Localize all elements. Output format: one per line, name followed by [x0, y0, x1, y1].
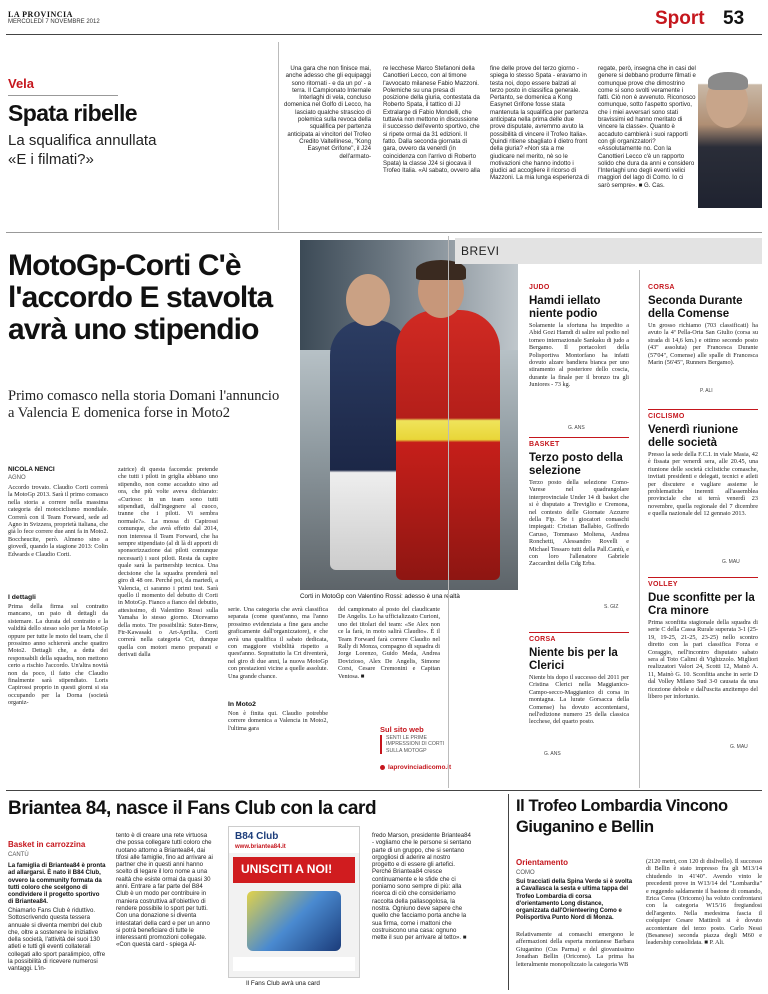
- brevi-0-sign: G. ANS: [568, 425, 585, 431]
- orienteering-place: COMO: [516, 870, 535, 876]
- website-link[interactable]: laprovinciadicomo.it: [388, 763, 452, 771]
- brevi-header-bar: [455, 238, 762, 264]
- b84-card-picture: [247, 891, 341, 951]
- vela-col4: regate, però, insegna che in casi del genere si debbano produrre filmati e comunque prove che dimostrino come si sono svolti veramente i fatti. Ciò non è avvenuto. Riconosco comunque, sotto l'aspetto sportivo, che i miei avversari sono stati bravissimi ed hanno meritato di vincere la classe». Quanto è accaduto cambierà i suoi rapporti con gli organizzatori? «Assolutamente no. Con la Canottieri Lecco c'è un rapporto solido che dura da anni e considero l'Interlaghi uno degli eventi velici maggiori del lago di Como. Io ci sarò sempre». ■ G. Cas.: [598, 65, 696, 189]
- b84-card-url: www.briantea84.it: [235, 844, 286, 850]
- brevi-1-kicker: BASKET: [529, 441, 560, 448]
- brevi-5-title: Due sconfitte per la Cra minore: [648, 592, 755, 617]
- motogp-subhead-details: I dettagli: [8, 594, 36, 601]
- vela-sailor-photo: [698, 56, 762, 208]
- b84-card-caption: Il Fans Club avrà una card: [246, 980, 320, 987]
- brevi-0-text: Solamente la sfortuna ha impedito a Abid Gozi Hamdi di salire sul podio nel torneo internazionale Sankaku di judo a Bergamo. Il portacolori della Polisportiva Montorfano ha infatti dovuto alzare bandiera bianca per uno stiramento al posteriore dello coscia, durante la finale per il bronzo tra gli Juniores - 73 kg.: [529, 322, 629, 389]
- motogp-subtitle: Primo comasco nella storia Domani l'annuncio a Valencia E domenica forse in Moto2: [8, 388, 280, 421]
- vela-subtitle: La squalifica annullata «E i filmati?»: [8, 132, 157, 168]
- brianteo-col2: tento è di creare una rete virtuosa che possa collegare tutti coloro che ruotano attorno a Briantea84, dai tifosi alle famiglie, fino ad arrivare ai partner che in questi anni hanno scelto di legare il loro nome a una realtà che esiste ormai da quasi 30 anni. Entrare a far parte del B84 Club è un modo per contribuire in maniera costruttiva all'obiettivo di rendere possibile lo sport per tutti. Con una donazione si diventa intestatari della card e per un anno si potrà beneficiare di tutte le interessanti promozioni collegate. «Con questa card - spiega Al-: [116, 832, 213, 949]
- brevi-1-title: Terzo posto della selezione: [529, 452, 623, 477]
- motogp-col1b: Prima della firma sul contratto mancano, un paio di dettagli da sistemare. La durata del contratto e la validità dello stesso solo per la MotoGp oppure per tutte le moto del team, che il prossimo anno schiererà anche quattro Moto2. Dettagli che, a detta dei responsabili della squadra, non mettono certo a rischio l'accordo. Un'altra novità non da poco, il fatto che Claudio finalmente sarà stipendiato. Loris Capirossi proprio in questi giorni si sta occupando per la Dorna (società organiz-: [8, 603, 108, 707]
- brianteo-col3: fredo Marson, presidente Briantea84 - vogliamo che le persone si sentano parte di un gruppo, che si sentano orgogliosi di aderire al nostro progetto e di essere gli artefici. Perché Briantea84 cresce continuamente e le sfide che ci poniamo sono sempre di più: alla ricerca di ciò che consideriamo raccolta della pallasogolosa, la nostra. Ogniuno deve sapere che quello che facciamo porta anche la sua firma, come i mattoni che costruiscono una casa: ognuno mette il suo per arrivare al tetto». ■: [372, 832, 472, 942]
- motogp-col4: del campionato al posto del claudicante De Angelis. Lo ha ufficializzato Curioni, uno dei titolari del team: «Se Alex non ce la farà, in moto salirà Claudio». È il Team Forward farà correre Claudio nel Rally di Monza, compagno di squadra di Jorge Lorenzo, Guido Meda, Andrea Dovizioso, Alex De Angelis, Simone Corsi, Cesare Cremonini e Capitan Ventosa. ■: [338, 606, 440, 680]
- brevi-2-text: Niente bis dopo il successo del 2011 per Cristina Clerici nella Maggianico-Campo-secco-Maggianico di corsa in montagna. La lurate Gorsacca della Comense) ha dovuto accontentarsi, nell'edizione numero 25 della classica lecchese, del quarto posto.: [529, 674, 629, 726]
- motogp-title: MotoGp-Corti C'è l'accordo E stavolta avrà uno stipendio: [8, 249, 273, 346]
- brianteo-title: Briantea 84, nasce il Fans Club con la card: [8, 798, 377, 819]
- sailor-hair: [708, 72, 748, 90]
- motogp-subhead-moto2: In Moto2: [228, 701, 256, 708]
- brevi-3-kicker: CORSA: [648, 284, 675, 291]
- website-dot-icon: [380, 765, 385, 770]
- brevi-5-text: Prima sconfitta stagionale della squadra di serie C della Cassa Rurale superata 3-1 (25-19, 19-25, 21-25, 23-25) nello scontro diretto con la pari classifica Forza e Coraggio, nell'incontro disputato sabato sera al Toto Calimi di Vighizzolo. Migliori realizzatori Valori 24, Scotti 12, Mainò A. 11, Mainò G. 10. Sconfitta anche in serie D dal Volley Milano Sud 3-0 causata da una ricezione debole e dall'uscita anzitempo del libero per infortunio.: [648, 619, 758, 701]
- brevi-header: BREVI: [461, 244, 500, 258]
- motogp-place: AGNO: [8, 475, 26, 481]
- brevi-3-text: Un grosso richiamo (703 classificati) ha avuto la 4ª Pella-Orta San Giulio (corsa su strada di 14,6 km.) e ottimo secondo posto (43'' assoluta) per Francesca Durante (57'04", Comense) alle spalle di Francesca Marin (56'45", Runners Bergamo).: [648, 322, 758, 367]
- motogp-photo-caption: Corti in MotoGp con Valentino Rossi: adesso è una realtà: [300, 593, 460, 600]
- paper-name: LA PROVINCIA: [8, 10, 73, 19]
- vela-kicker-rule: [8, 95, 118, 96]
- b84-card-banner: UNISCITI A NOI!: [241, 862, 333, 876]
- brevi-4-title: Venerdì riunione delle società: [648, 424, 739, 449]
- rider-left-head: [346, 274, 390, 326]
- brevi-3-sign: P. ALI: [700, 388, 713, 394]
- brevi-1-sign: S. GIZ: [604, 604, 619, 610]
- brianteo-col1: Chiamarlo Fans Club è riduttivo. Sottoscrivendo questa tessera annuale si diventa membri del club che, oltre a sostenere le iniziative della società, l'attività dei suoi 130 atleti e tutti gli eventi collaterali collegati allo sport paralimpico, offre la possibilità di ricevere numerosi vantaggi. L'in-: [8, 907, 106, 973]
- brevi-4-kicker: CICLISMO: [648, 413, 685, 420]
- vela-kicker: Vela: [8, 76, 35, 91]
- b84-card-footer: [233, 957, 355, 971]
- motogp-author: NICOLA NENCI: [8, 466, 55, 473]
- brevi-0-title: Hamdi iellato niente podio: [529, 295, 601, 320]
- brevi-0-kicker: JUDO: [529, 284, 550, 291]
- section-name: Sport: [655, 8, 705, 29]
- orienteering-col2: (2120 metri, con 120 di dislivello). Il successo di Bellin è stato impresso fra gli M13/14 chiudendo in 41'40". Avendo vinto le precedenti prove in W13/14 del "Lombardia" e reggendo saldamente il bastone di comando, Erica Cerea (Oricomo) ha voluto confrontarsi con la categoria W15/16 fregiandosi dell'argento. Nella medesima fascia il coéquiper Cesare Mattiroli si è dovuto accontentare del terzo posto. Carlo Nessi (Besanese) seconda piazza degli M60 e leadership consolidata. ■ P. Ali.: [646, 858, 762, 947]
- masthead-rule: [6, 34, 762, 35]
- vela-col1: Una gara che non finisce mai, anche adesso che gli equipaggi sono ritornati - e da un po' - a terra. Il Campionato Internale Interlaghi di vela, concluso domenica nel Golfo di Lecco, ha lasciato qualche strascico di polemica sulla revoca della squalifica per partenza anticipata ai vincitori del Trofeo Credito Valtellinese, "Kong Easynet Grifone", il J24 dell'armato-: [283, 65, 371, 160]
- brevi-2-kicker: CORSA: [529, 636, 556, 643]
- brevi-2-title: Niente bis per la Clerici: [529, 647, 618, 672]
- vela-col3: fine delle prove del terzo giorno - spiega lo stesso Spata - eravamo in testa noi, dopo essere balzati al terzo posto in classifica generale. Pertanto, se domenica a Kong Easynet Grifone fosse stata mantenuta la squalifica per partenza anticipata nella prima delle due prove disputate, avremmo avuto la possibilità di vincere il Trofeo Italia». Quindi ritiene sbagliato il dietro front della giuria? «Non sta a me giudicare nel merito, nè so le motivazioni che hanno indotto i giudici ad accogliere il ricorso di Mazzoni. La mia lunga esperienza di: [490, 65, 589, 182]
- brevi-4-text: Presso la sede della F.C.I. in viale Masia, 42 è fissata per venerdì sera, alle 20.45, una riunione delle società ciclistiche comasche, invitati presidenti e delegati, tecnici e atleti per discutere e vagliare assieme le problematiche inerenti all'assemblea provinciale che si terrà venerdì 23 novembre, quella regionale del 7 dicembre e quella nazionale del 12 gennaio 2013.: [648, 451, 758, 518]
- brevi-3-title: Seconda Durante della Comense: [648, 295, 743, 320]
- vela-col2: re lecchese Marco Stefanoni della Canottieri Lecco, con al timone l'avvocato milanese Fabio Mazzoni. Polemiche su una presa di posizione della giuria, contestata da Roberto Spata, il tattico di JJ Extralarge di Fabio Mondelli, che tuttavia non mettono in discussione il successo dell'evento sportivo, che si ripete ormai da 31 edizioni. Il fatto. Dalla seconda giornata di gara, ovvero da venerdì (in coincidenza con l'arrivo di Roberto Spata) la classe J24 si giocava il Trofeo Italia. «Al sabato, ovvero alla: [383, 65, 480, 175]
- orienteering-lead: Sui tracciati della Spina Verde si è svolta a Cavallasca la sesta e ultima tappa del Trofeo Lombardia di corsa d'orientamento Long distance, organizzata dall'Orienteering Como e Polisportiva Punto Nord di Monza.: [516, 879, 633, 922]
- issue-date: MERCOLEDÌ 7 NOVEMBRE 2012: [8, 19, 100, 25]
- brevi-5-sign: G. MAU: [730, 744, 748, 750]
- brianteo-lead: La famiglia di Briantea84 è pronta ad allargarsi. È nato il B84 Club, ovvero la community formata da tutti coloro che scelgono di condividere il progetto sportivo di Briantea84.: [8, 862, 106, 906]
- masthead: [0, 0, 768, 38]
- website-box-text: SENTI LE PRIME IMPRESSIONI DI CORTI SULLA MOTOGP: [380, 735, 460, 754]
- orienteering-kicker: Orientamento: [516, 858, 569, 867]
- motogp-col3b: Non è finita qui. Claudio potrebbe correre domenica a Valencia in Moto2, l'ultima gara: [228, 710, 328, 732]
- b84-card-logo: B84 Club: [235, 831, 279, 842]
- motogp-photo: [300, 240, 518, 590]
- motogp-col1a: Accordo trovato. Claudio Corti correrà la MotoGp 2013. Sarà il primo comasco nella storia a correre nella massima categoria del motociclismo mondiale. Correrà con il Team Forward, sede ad Agno in Svizzera, proprietà italiana, che già lo fece correre due anni fa in Moto2. Boccheucite, però. Almeno sino a giovedì, quando la stagione 2013: Colin Edwards e Claudio Corti.: [8, 484, 108, 558]
- brianteo-kicker: Basket in carrozzina: [8, 840, 86, 849]
- vela-title: Spata ribelle: [8, 100, 137, 126]
- page-number: 53: [723, 8, 745, 29]
- brevi-4-sign: G. MAU: [722, 559, 740, 565]
- b84-card-image: [228, 826, 360, 978]
- orienteering-col1: Relativamente ai comaschi emergono le affermazioni della esperta montanese Barbara Giuganino (Cus Parma) e del giovanissimo Jonathan Bellin (Oricomo). La prima ha letteralmente monopolizzato la categoria WB: [516, 931, 634, 968]
- brianteo-place: CANTÙ: [8, 852, 29, 858]
- motogp-col2: zatrice) di questa faccenda: pretende che tutti i piloti in griglia abbiano uno stipendio, non come accaduto sino ad ora, che più volte aveva dichiarato: «Curioso: in un team sono tutti stipendiati, dall'ingegnere al cuoco, tranne che i piloti. Vi sembra normale?». La mossa di Capirossi comunque, che avrà effetto dal 2014, non interessa il Team Forward, che ha sempre stipendiato (al di là di apporti di sponsorizzazione dai piloti comunque necessari) i suoi piloti. Resta da capire quale sarà la partnership tecnica. Una decisione che la squadra prenderà nel giro di 48 ore. Perché poi, da martedì, a Valencia, ci saranno i primi test. Sarà quello il momento del debutto di Corti in MotoGp. Fianco a fianco del debutto, attesissimo, di Valentino Rossi sulla Yamaha lo stesso giorno. Dicevamo della moto. Tre possibilità: Suter-Bmw, Ftr-Kawasaki o Art-Aprilia. Corti correrà nella categoria Crt, dunque quella con motori meno preparati e derivati dalla: [118, 466, 218, 659]
- website-box-title: Sul sito web: [380, 725, 424, 734]
- orienteering-title: Il Trofeo Lombardia Vincono Giuganino e Bellin: [516, 797, 728, 836]
- motogp-col3: serie. Una categoria che avrà classifica separata (come quest'anno, ma l'anno prossimo evidenziata a fine gara anche graficamente dall'organizzatore), e che avrà una qualifica il sabato dedicata, con maggiore visibilità rispetto a quest'anno. Soprattutto la Crt diventerà, nel giro di due anni, la nuova MotoGp con prestazioni vicine a quelle assolute. Una grande chance.: [228, 606, 328, 680]
- brevi-2-sign: G. ANS: [544, 751, 561, 757]
- brevi-5-kicker: VOLLEY: [648, 581, 678, 588]
- brevi-1-text: Terzo posto della selezione Como-Varese nel quadrangolare interprovinciale Under 14 di basket che si è disputato a Treviglio e Cremona, nel contesto delle Giornate Azzurre della Fip. Se i giocatori comaschi impiegati: Cristian Ballabio, Goffredo Caruso, Tommaso Moltena, Andrea Ronchetti, Alessandro Rovelli e Michael Tessaro tutti della Pall.Cantù, e con loro l'allenatore Gabriele Zaccardini della Cdg Erba.: [529, 479, 629, 568]
